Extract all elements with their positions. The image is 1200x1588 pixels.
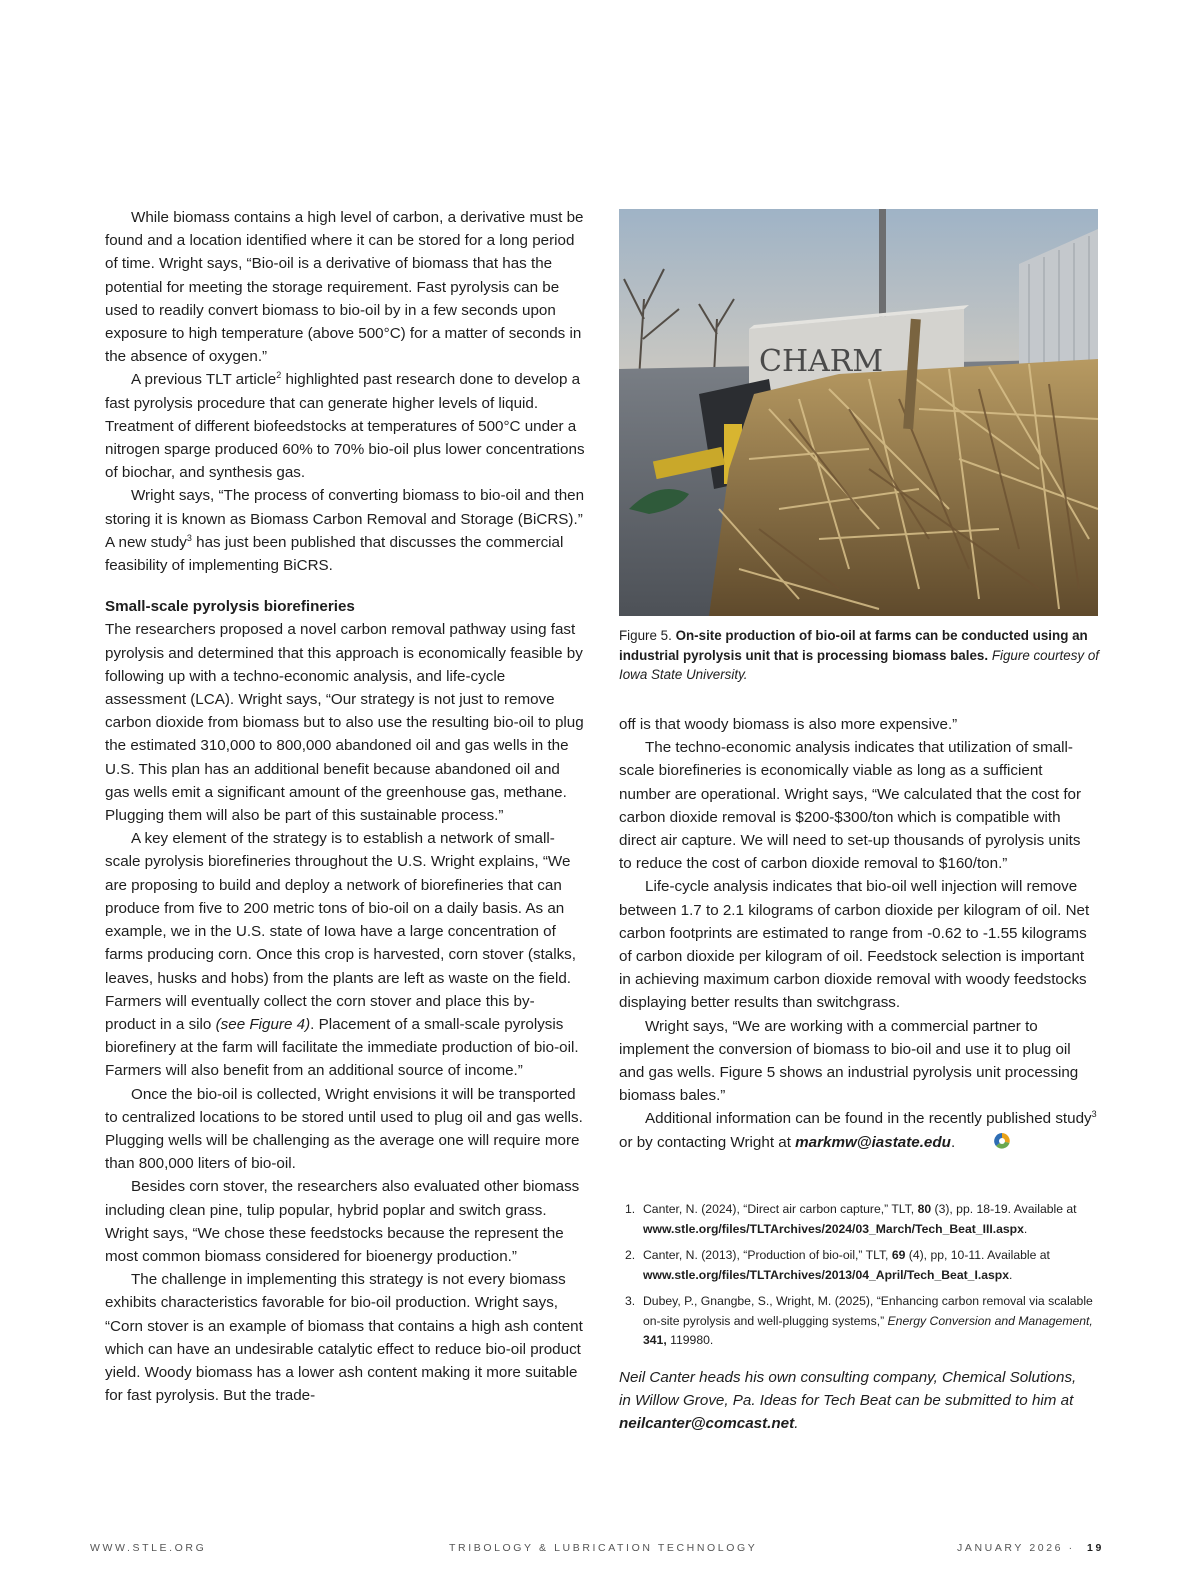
paragraph: Besides corn stover, the researchers also evaluated other biomass including clean pine, tulip popular, hybrid poplar and switch grass. Wright says, “We chose these feedstocks because the represent the most common biomass considered for bioenergy production.” (105, 1178, 580, 1265)
reference-number: 3. (625, 1294, 636, 1308)
reference-item (619, 1200, 1097, 1239)
figure-reference: (see Figure 4) (215, 1015, 311, 1033)
left-column (105, 206, 585, 1407)
reference-text: Canter, N. (2024), “Direct air carbon capture,” TLT, (643, 1202, 918, 1216)
reference-text: 119980. (666, 1333, 714, 1347)
charm-sign: CHARM (759, 344, 884, 379)
reference-superscript: 3 (1091, 1109, 1097, 1120)
text-run: A previous TLT article (131, 371, 277, 389)
reference-number: 2. (625, 1248, 636, 1262)
reference-text: (4), pp, 10-11. Available at (905, 1248, 1050, 1262)
text-run: . Placement of a small-scale pyrolysis biorefinery at the farm will facilitate the immediate production of bio-oil. Farmers will also benefit from an additional source of income.” (105, 1015, 579, 1080)
reference-text: . (1009, 1267, 1013, 1282)
paragraph (105, 368, 585, 484)
text-run: has just been published that discusses the commercial feasibility of implementing BiCRS. (105, 533, 564, 575)
paragraph: Wright says, “We are working with a commercial partner to implement the conversion of biomass to bio-oil and use it to plug oil and gas wells. Figure 5 shows an industrial pyrolysis unit processing biomass bales.” (619, 1017, 1079, 1105)
paragraph (619, 1107, 1097, 1156)
reference-volume: 341, (643, 1333, 667, 1347)
bio-text: Neil Canter heads his own consulting company, Chemical Solutions, in Willow Grove, Pa. Ideas for Tech Beat can be submitted to him at (619, 1369, 1077, 1410)
reference-superscript: 3 (186, 532, 192, 543)
reference-text: . (1023, 1221, 1028, 1236)
paragraph: While biomass contains a high level of carbon, a derivative must be found and a location identified where it can be stored for a long period of time. Wright says, “Bio-oil is a derivative of biomass that has the potential for meeting the storage requirement. Fast pyrolysis can be used to readily convert biomass to bio-oil by in a few seconds upon exposure to high temperature (above 500°C) for a matter of seconds in the absence of oxygen.” (105, 209, 584, 366)
biomass-bales-photo (619, 209, 1098, 616)
references-list (619, 1200, 1097, 1358)
text-run: A key element of the strategy is to establish a network of small-scale pyrolysis biorefineries throughout the U.S. Wright explains, “We are proposing to build and deploy a network of biorefineries that can produce from five to 200 metric tons of bio-oil on a daily basis. As an example, we in the U.S. state of Iowa have a large concentration of farms producing corn. Once this crop is harvested, corn stover (stalks, leaves, husks and hobs) from the plants are left as waste on the field. Farmers will eventually collect the corn stover and place this by-product in a silo (105, 830, 576, 1033)
right-column (619, 713, 1097, 1157)
footer-page-number: 19 (1087, 1542, 1104, 1554)
figure-caption (619, 626, 1101, 685)
paragraph: Once the bio-oil is collected, Wright envisions it will be transported to centralized locations to be stored until used to plug oil and gas wells. Plugging wells will be challenging as the average one will require more than 800,000 liters of bio-oil. (105, 1085, 583, 1173)
reference-item (619, 1246, 1097, 1285)
caption-title: On-site production of bio-oil at farms can be conducted using an industrial pyrolysis unit that is processing biomass bales. (619, 628, 1088, 663)
reference-volume: 80 (917, 1202, 932, 1216)
section-subheading: Small-scale pyrolysis biorefineries (105, 598, 355, 616)
paragraph (105, 484, 585, 577)
bio-email-link[interactable]: neilcanter@comcast.net (619, 1415, 795, 1433)
reference-link[interactable]: www.stle.org/files/TLTArchives/2013/04_April/Tech_Beat_I.aspx (643, 1267, 1009, 1282)
text-run: Additional information can be found in the recently published study (645, 1110, 1092, 1128)
reference-journal: Energy Conversion and Management, (887, 1313, 1093, 1328)
paragraph: The techno-economic analysis indicates that utilization of small-scale biorefineries is economically viable as long as a sufficient number are operational. Wright says, “We calculated that the cost for carbon dioxide removal is $200-$300/ton which is compatible with direct air capture. We will need to set-up thousands of pyrolysis units to reduce the cost of carbon dioxide removal to $160/ton.” (619, 739, 1082, 873)
paragraph: Life-cycle analysis indicates that bio-oil well injection will remove between 1.7 to 2.1 kilograms of carbon dioxide per kilogram of oil. Net carbon footprints are estimated to range from -0.62 to -1.55 kilograms of carbon dioxide per kilogram of oil. Feedstock selection is important in achieving maximum carbon dioxide removal with woody feedstocks displaying better results than switchgrass. (619, 878, 1090, 1012)
text-run: highlighted past research done to develop a fast pyrolysis procedure that can generate higher levels of liquid. Treatment of different biofeedstocks at temperatures of 500°C under a nitrogen sparge produced 60% to 70% bio-oil plus lower concentrations of biochar, and synthesis gas. (105, 371, 585, 482)
paragraph (105, 827, 585, 1082)
bio-text: . (794, 1415, 799, 1433)
caption-credit: Figure courtesy of Iowa State University. (619, 647, 1099, 682)
reference-text: Dubey, P., Gnangbe, S., Wright, M. (2025), “Enhancing carbon removal via scalable on-site pyrolysis and well-plugging systems,” (643, 1294, 1093, 1328)
author-email-link[interactable]: markmw@iastate.edu (795, 1133, 951, 1151)
reference-text: (3), pp. 18-19. Available at (931, 1202, 1077, 1216)
reference-superscript: 2 (276, 370, 282, 381)
paragraph: off is that woody biomass is also more expensive.” (619, 716, 958, 733)
footer-publication: TRIBOLOGY & LUBRICATION TECHNOLOGY (449, 1542, 758, 1554)
paragraph: The researchers proposed a novel carbon removal pathway using fast pyrolysis and determined that this approach is economically feasible by following up with a techno-economic analysis, and life-cycle assessment (LCA). Wright says, “Our strategy is not just to remove carbon dioxide from biomass but to also use the resulting bio-oil to plug the estimated 310,000 to 800,000 abandoned oil and gas wells in the U.S. This plan has an additional benefit because abandoned oil and gas wells emit a significant amount of the greenhouse gas, methane. Plugging them will also be part of this sustainable process.” (105, 621, 584, 825)
reference-link[interactable]: www.stle.org/files/TLTArchives/2024/03_March/Tech_Beat_III.aspx (643, 1221, 1024, 1236)
caption-label: Figure 5. (619, 628, 676, 643)
text-run: . (950, 1133, 956, 1151)
text-run: or by contacting Wright at (619, 1133, 796, 1151)
paragraph: The challenge in implementing this strategy is not every biomass exhibits characteristics favorable for bio-oil production. Wright says, “Corn stover is an example of biomass that contains a high ash content which can have an undesirable catalytic effect to reduce bio-oil product yield. Woody biomass has a lower ash content making it more suitable for fast pyrolysis. But the trade- (105, 1271, 583, 1405)
footer-website: WWW.STLE.ORG (90, 1542, 207, 1554)
author-bio (619, 1366, 1089, 1436)
stle-logo-end-mark-icon (967, 1132, 1011, 1157)
reference-number: 1. (625, 1202, 636, 1216)
reference-text: Canter, N. (2013), “Production of bio-oil,” TLT, (643, 1248, 892, 1262)
page-footer (0, 1542, 1200, 1558)
figure-photo (619, 209, 1098, 616)
text-run: Wright says, “The process of converting biomass to bio-oil and then storing it is known as Biomass Carbon Removal and Storage (BiCRS).” A new study (105, 487, 585, 551)
footer-issue-date: JANUARY 2026 · (957, 1542, 1075, 1554)
reference-volume: 69 (891, 1248, 906, 1262)
reference-item (619, 1292, 1097, 1351)
